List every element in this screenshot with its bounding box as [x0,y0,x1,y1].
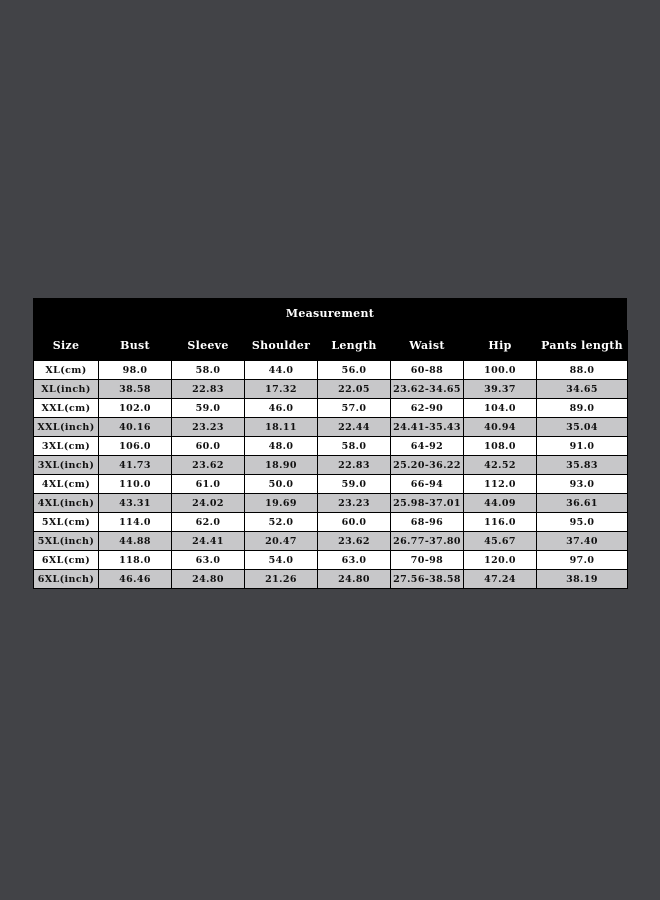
sleeve-cell: 23.23 [172,418,245,437]
header-length: Length [318,330,391,361]
shoulder-cell: 44.0 [245,361,318,380]
size-cell: 5XL(cm) [34,513,99,532]
waist-cell: 60-88 [391,361,464,380]
sleeve-cell: 24.41 [172,532,245,551]
sleeve-cell: 63.0 [172,551,245,570]
table-row [34,494,628,513]
hip-cell: 108.0 [464,437,537,456]
waist-cell: 25.98-37.01 [391,494,464,513]
table-row [34,418,628,437]
waist-cell: 62-90 [391,399,464,418]
shoulder-cell: 48.0 [245,437,318,456]
header-size: Size [34,330,99,361]
hip-cell: 104.0 [464,399,537,418]
size-cell: 3XL(cm) [34,437,99,456]
header-waist: Waist [391,330,464,361]
table-row [34,532,628,551]
size-table [33,330,628,589]
shoulder-cell: 20.47 [245,532,318,551]
waist-cell: 26.77-37.80 [391,532,464,551]
size-cell: 4XL(inch) [34,494,99,513]
sleeve-cell: 23.62 [172,456,245,475]
size-cell: XL(cm) [34,361,99,380]
hip-cell: 120.0 [464,551,537,570]
hip-cell: 45.67 [464,532,537,551]
table-row [34,437,628,456]
bust-cell: 110.0 [99,475,172,494]
bust-cell: 114.0 [99,513,172,532]
table-row [34,551,628,570]
header-sleeve: Sleeve [172,330,245,361]
shoulder-cell: 17.32 [245,380,318,399]
shoulder-cell: 52.0 [245,513,318,532]
shoulder-cell: 46.0 [245,399,318,418]
length-cell: 23.62 [318,532,391,551]
hip-cell: 112.0 [464,475,537,494]
pants-length-cell: 91.0 [537,437,628,456]
shoulder-cell: 50.0 [245,475,318,494]
hip-cell: 116.0 [464,513,537,532]
pants-length-cell: 36.61 [537,494,628,513]
sleeve-cell: 24.02 [172,494,245,513]
hip-cell: 40.94 [464,418,537,437]
length-cell: 22.44 [318,418,391,437]
bust-cell: 106.0 [99,437,172,456]
sleeve-cell: 58.0 [172,361,245,380]
bust-cell: 46.46 [99,570,172,589]
size-cell: XXL(cm) [34,399,99,418]
bust-cell: 98.0 [99,361,172,380]
length-cell: 24.80 [318,570,391,589]
header-row [34,330,628,361]
bust-cell: 102.0 [99,399,172,418]
table-row [34,361,628,380]
table-row [34,399,628,418]
length-cell: 63.0 [318,551,391,570]
size-cell: 3XL(inch) [34,456,99,475]
waist-cell: 27.56-38.58 [391,570,464,589]
hip-cell: 39.37 [464,380,537,399]
sleeve-cell: 62.0 [172,513,245,532]
header-shoulder: Shoulder [245,330,318,361]
waist-cell: 25.20-36.22 [391,456,464,475]
length-cell: 22.05 [318,380,391,399]
chart-title: Measurement [285,307,375,320]
hip-cell: 100.0 [464,361,537,380]
shoulder-cell: 18.11 [245,418,318,437]
sleeve-cell: 24.80 [172,570,245,589]
shoulder-cell: 21.26 [245,570,318,589]
size-cell: 6XL(cm) [34,551,99,570]
waist-cell: 64-92 [391,437,464,456]
pants-length-cell: 89.0 [537,399,628,418]
bust-cell: 40.16 [99,418,172,437]
shoulder-cell: 54.0 [245,551,318,570]
hip-cell: 44.09 [464,494,537,513]
pants-length-cell: 37.40 [537,532,628,551]
header-bust: Bust [99,330,172,361]
sleeve-cell: 59.0 [172,399,245,418]
bust-cell: 43.31 [99,494,172,513]
waist-cell: 66-94 [391,475,464,494]
pants-length-cell: 35.04 [537,418,628,437]
table-row [34,570,628,589]
length-cell: 58.0 [318,437,391,456]
pants-length-cell: 97.0 [537,551,628,570]
header-hip: Hip [464,330,537,361]
hip-cell: 47.24 [464,570,537,589]
length-cell: 23.23 [318,494,391,513]
bust-cell: 44.88 [99,532,172,551]
size-cell: 6XL(inch) [34,570,99,589]
length-cell: 57.0 [318,399,391,418]
table-row [34,513,628,532]
size-cell: 4XL(cm) [34,475,99,494]
shoulder-cell: 18.90 [245,456,318,475]
waist-cell: 23.62-34.65 [391,380,464,399]
sleeve-cell: 22.83 [172,380,245,399]
bust-cell: 41.73 [99,456,172,475]
size-cell: XXL(inch) [34,418,99,437]
table-row [34,475,628,494]
pants-length-cell: 38.19 [537,570,628,589]
size-cell: 5XL(inch) [34,532,99,551]
bust-cell: 118.0 [99,551,172,570]
length-cell: 56.0 [318,361,391,380]
table-row [34,456,628,475]
waist-cell: 70-98 [391,551,464,570]
size-chart [33,298,627,589]
shoulder-cell: 19.69 [245,494,318,513]
pants-length-cell: 34.65 [537,380,628,399]
table-body [34,361,628,589]
length-cell: 22.83 [318,456,391,475]
header-pants-length: Pants length [537,330,628,361]
pants-length-cell: 93.0 [537,475,628,494]
pants-length-cell: 35.83 [537,456,628,475]
hip-cell: 42.52 [464,456,537,475]
length-cell: 59.0 [318,475,391,494]
size-cell: XL(inch) [34,380,99,399]
pants-length-cell: 95.0 [537,513,628,532]
sleeve-cell: 60.0 [172,437,245,456]
waist-cell: 68-96 [391,513,464,532]
bust-cell: 38.58 [99,380,172,399]
waist-cell: 24.41-35.43 [391,418,464,437]
pants-length-cell: 88.0 [537,361,628,380]
sleeve-cell: 61.0 [172,475,245,494]
table-row [34,380,628,399]
length-cell: 60.0 [318,513,391,532]
